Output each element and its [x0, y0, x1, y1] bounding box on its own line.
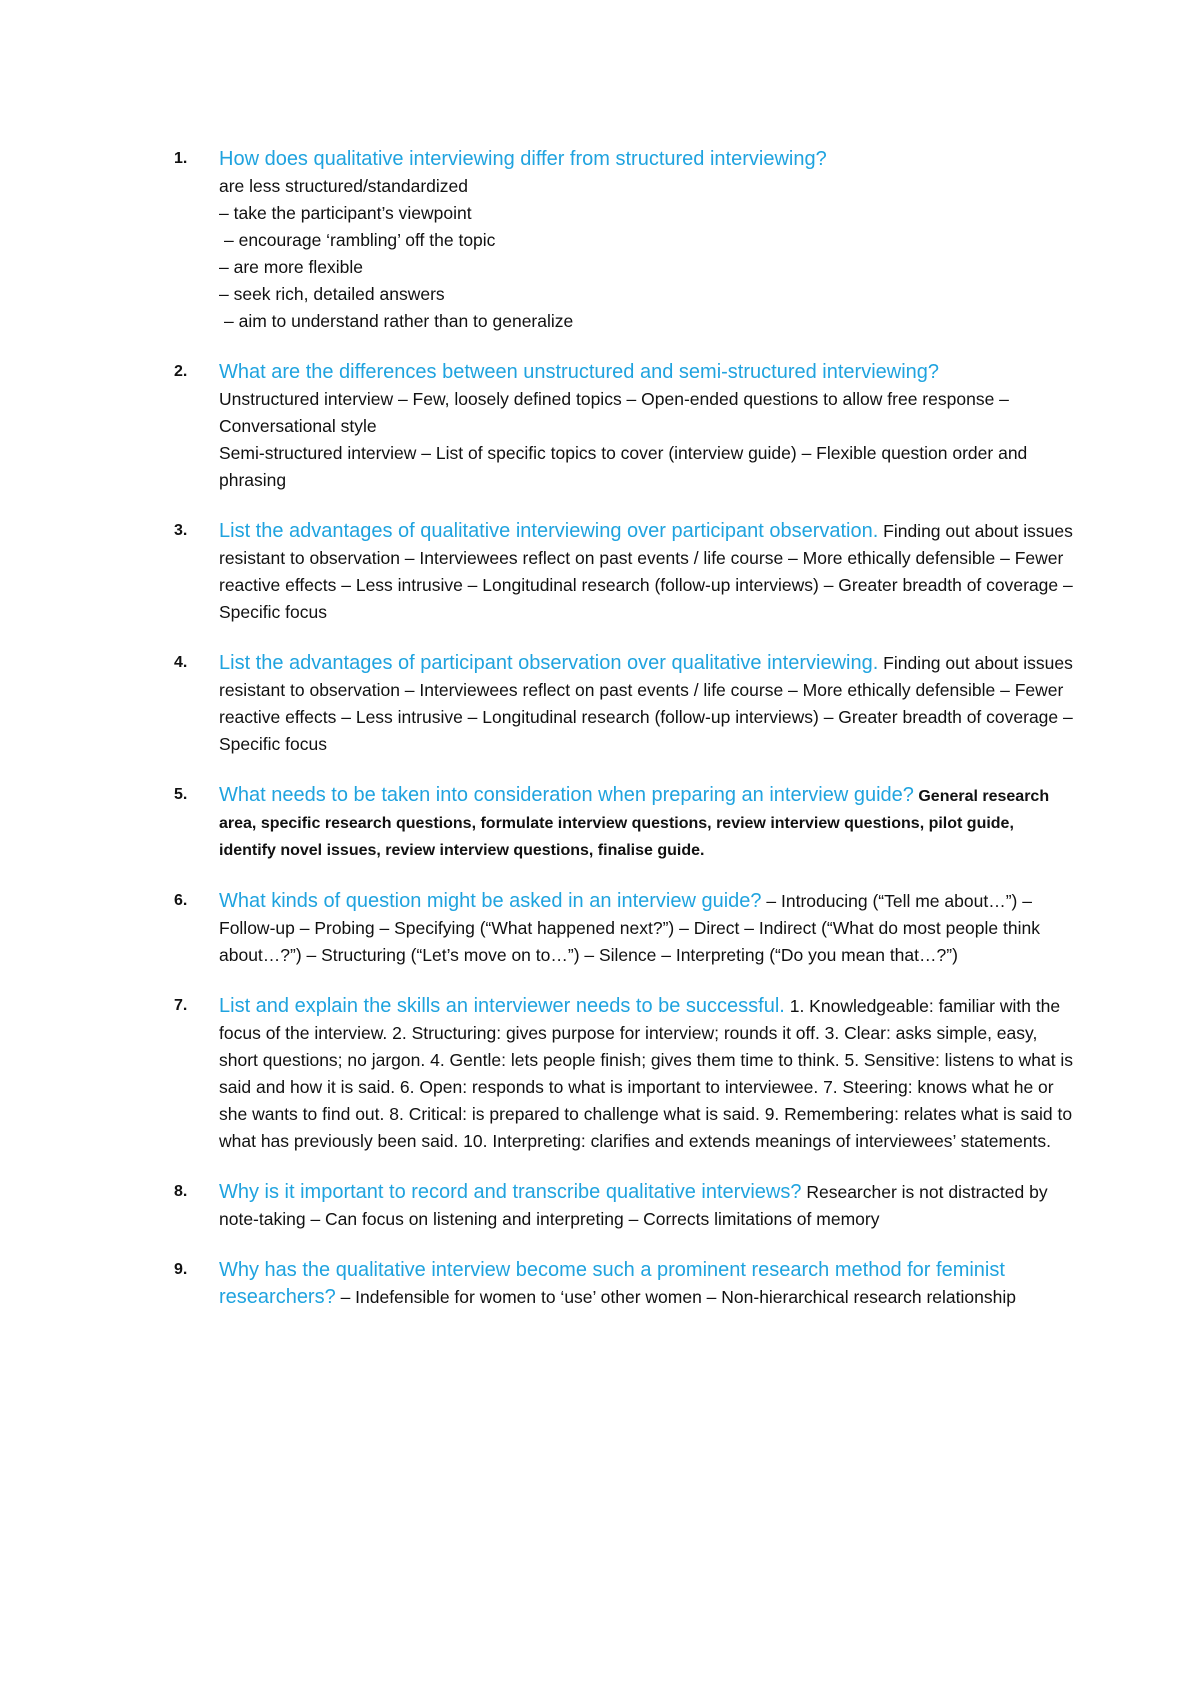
question-number: 8. [174, 1183, 188, 1200]
question-item [174, 1257, 1074, 1311]
question-number: 7. [174, 997, 188, 1014]
question-list [174, 146, 1074, 1335]
answer-line: – seek rich, detailed answers [219, 284, 445, 304]
question-text: Why is it important to record and transcribe qualitative interviews? [219, 1181, 802, 1203]
question-text: List and explain the skills an interviewer needs to be successful. [219, 995, 785, 1017]
answer-line: – are more flexible [219, 257, 363, 277]
question-number: 2. [174, 363, 188, 380]
answer-line: Semi-structured interview – List of specific topics to cover (interview guide) – Flexible question order and phrasing [219, 443, 1028, 490]
question-item [174, 518, 1074, 626]
question-item [174, 782, 1074, 864]
question-text: What needs to be taken into consideration when preparing an interview guide? [219, 784, 914, 806]
answer-text: Researcher is not distracted by note-taking – Can focus on listening and interpreting – Corrects limitations of memory [219, 1182, 1048, 1229]
question-text: List the advantages of participant observation over qualitative interviewing. [219, 652, 879, 674]
question-item [174, 993, 1074, 1155]
question-text: How does qualitative interviewing differ from structured interviewing? [219, 148, 827, 170]
question-text: List the advantages of qualitative interviewing over participant observation. [219, 520, 879, 542]
answer-line: – take the participant’s viewpoint [219, 203, 472, 223]
answer-text: Finding out about issues resistant to observation – Interviewees reflect on past events / life course – More ethically defensible – Fewer reactive effects – Less intrusive – Longitudinal research (follow-up interviews) – Greater breadth of coverage – Specific focus [219, 653, 1073, 754]
question-text: Why has the qualitative interview become such a prominent research method for feminist researchers? [219, 1259, 1005, 1308]
question-number: 5. [174, 786, 188, 803]
question-item [174, 888, 1074, 969]
answer-text: – Introducing (“Tell me about…”) – Follow-up – Probing – Specifying (“What happened next?”) – Direct – Indirect (“What do most people think about…?”) – Structuring (“Let’s move on to…”) – Silence – Interpreting (“Do you mean that…?”) [219, 891, 1040, 965]
question-item [174, 650, 1074, 758]
answer-text: – Indefensible for women to ‘use’ other women – Non-hierarchical research relationship [335, 1287, 1016, 1307]
question-text: What kinds of question might be asked in an interview guide? [219, 890, 762, 912]
question-number: 9. [174, 1261, 188, 1278]
answer-text: General research area, specific research questions, formulate interview questions, review interview questions, pilot guide, identify novel issues, review interview questions, finalise guide. [219, 788, 1050, 859]
answer-line: – encourage ‘rambling’ off the topic [224, 230, 496, 250]
question-number: 4. [174, 654, 188, 671]
answer-line: are less structured/standardized [219, 176, 469, 196]
answer-text: 1. Knowledgeable: familiar with the focus of the interview. 2. Structuring: gives purpose for interview; rounds it off. 3. Clear: asks simple, easy, short questions; no jargon. 4. Gentle: lets people finish; gives them time to think. 5. Sensitive: listens to what is said and how it is said. 6. Open: responds to what is important to interviewee. 7. Steering: knows what he or she wants to find out. 8. Critical: is prepared to challenge what is said. 9. Remembering: relates what is said to what has previously been said. 10. Interpreting: clarifies and extends meanings of interviewees’ statements. [219, 996, 1074, 1151]
question-item [174, 1179, 1074, 1233]
question-number: 6. [174, 892, 188, 909]
answer-line: – aim to understand rather than to generalize [224, 311, 574, 331]
question-number: 1. [174, 150, 188, 167]
answer-text: Finding out about issues resistant to observation – Interviewees reflect on past events / life course – More ethically defensible – Fewer reactive effects – Less intrusive – Longitudinal research (follow-up interviews) – Greater breadth of coverage – Specific focus [219, 521, 1073, 622]
question-item [174, 146, 1074, 335]
question-text: What are the differences between unstructured and semi-structured interviewing? [219, 361, 940, 383]
answer-line: Unstructured interview – Few, loosely defined topics – Open-ended questions to allow free response – Conversational style [219, 389, 1009, 436]
question-item [174, 359, 1074, 494]
question-number: 3. [174, 522, 188, 539]
